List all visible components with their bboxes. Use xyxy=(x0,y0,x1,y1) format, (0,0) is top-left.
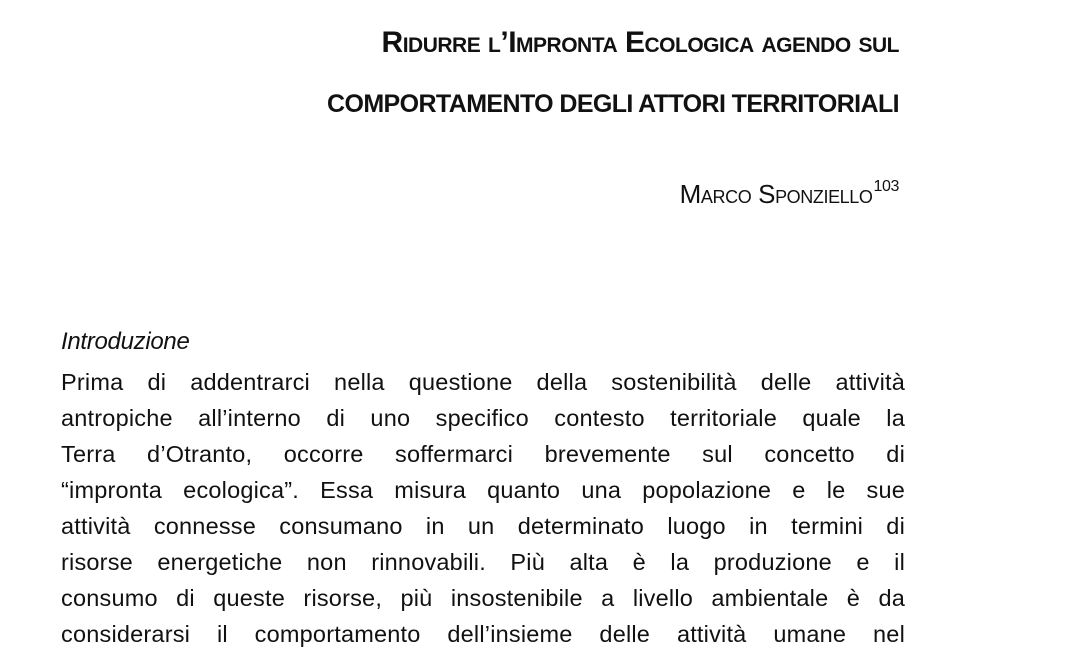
body-line: “impronta ecologica”. Essa misura quanto una popolazione e le sue xyxy=(61,477,905,503)
body-paragraph xyxy=(61,364,905,652)
body-line: Prima di addentrarci nella questione della sostenibilità delle attività xyxy=(61,369,905,395)
body-line: consumo di queste risorse, più insostenibile a livello ambientale è da xyxy=(61,585,905,611)
author-name: Marco Sponziello xyxy=(679,179,873,209)
title-line-2: COMPORTAMENTO DEGLI ATTORI TERRITORIALI xyxy=(327,90,899,118)
body-line: antropiche all’interno di uno specifico contesto territoriale quale la xyxy=(61,405,905,431)
article-title xyxy=(179,28,899,117)
body-line: Terra d’Otranto, occorre soffermarci brevemente sul concetto di xyxy=(61,441,905,467)
author-byline xyxy=(680,178,899,210)
footnote-reference[interactable]: 103 xyxy=(873,178,899,195)
body-line: considerarsi il comportamento dell’insieme delle attività umane nel xyxy=(61,621,905,647)
title-line-1: Ridurre l’Impronta Ecologica agendo sul xyxy=(381,26,899,59)
body-line: attività connesse consumano in un determinato luogo in termini di xyxy=(61,513,905,539)
section-heading: Introduzione xyxy=(61,328,190,355)
body-line: risorse energetiche non rinnovabili. Più alta è la produzione e il xyxy=(61,549,905,575)
